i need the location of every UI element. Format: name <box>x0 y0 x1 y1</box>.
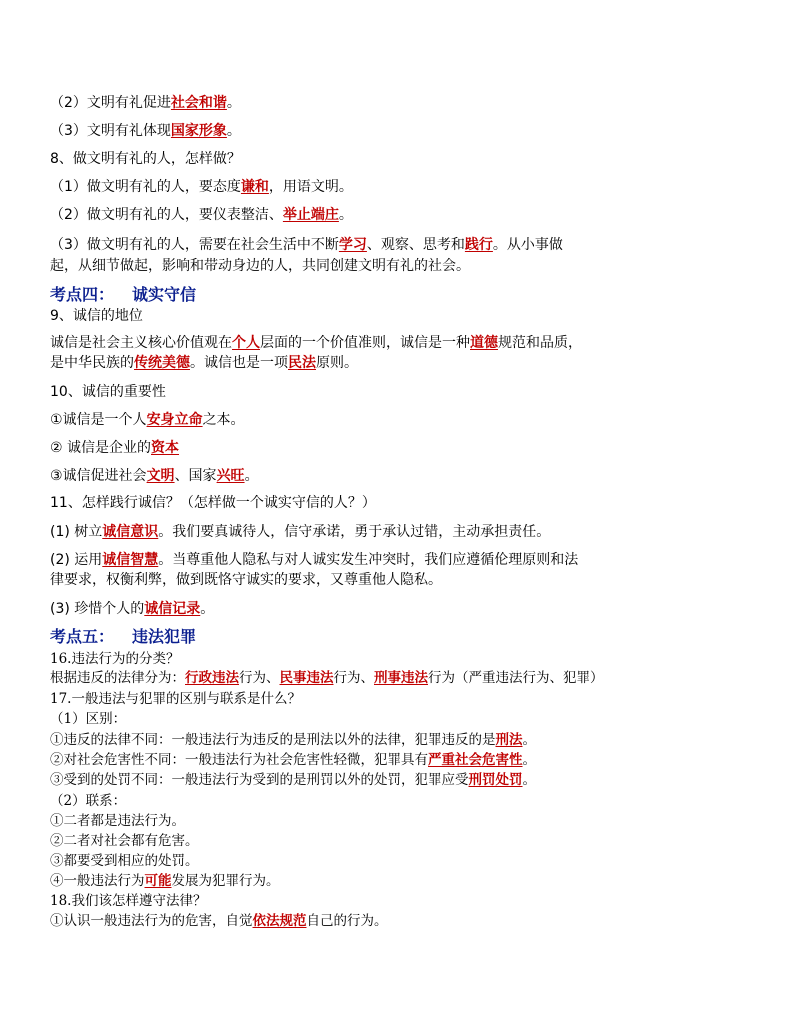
subheading-difference: （1）区别： <box>50 711 127 727</box>
question-9: 9、诚信的地位 <box>50 308 143 324</box>
text-line-wisdom: (2) 运用诚信智慧。当尊重他人隐私与对人诚实发生冲突时，我们应遵循伦理原则和法 <box>50 552 579 568</box>
question-8: 8、做文明有礼的人，怎样做？ <box>50 151 241 167</box>
text-line-awareness: (1) 树立诚信意识。我们要真诚待人，信守承诺，勇于承认过错，主动承担责任。 <box>50 524 551 540</box>
text-line-harm-diff: ②对社会危害性不同：一般违法行为社会危害性轻微，犯罪具有严重社会危害性。 <box>50 752 536 768</box>
keyword: 安身立命 <box>146 412 203 428</box>
keyword: 民事违法 <box>279 670 334 686</box>
list-item: ②二者对社会都有危害。 <box>50 833 199 849</box>
keyword: 刑事违法 <box>374 670 428 686</box>
keyword: 国家形象 <box>170 123 227 139</box>
section-heading-4: 考点四： 诚实守信 <box>50 285 197 304</box>
keyword: 学习 <box>338 237 367 253</box>
text-line-attitude: （1）做文明有礼的人，要态度谦和，用语文明。 <box>50 179 353 195</box>
text-line-prosperity: ③诚信促进社会文明、国家兴旺。 <box>50 468 259 484</box>
keyword: 行政违法 <box>185 670 239 686</box>
text-line-national-image: （3）文明有礼体现国家形象。 <box>50 123 241 139</box>
keyword: 个人 <box>232 335 260 351</box>
section-heading-5: 考点五： 违法犯罪 <box>50 627 197 646</box>
text-line-civility-harmony: （2）文明有礼促进社会和谐。 <box>50 95 241 111</box>
text-line-appearance: （2）做文明有礼的人，要仪表整洁、举止端庄。 <box>50 207 353 223</box>
keyword: 社会和谐 <box>170 95 227 111</box>
keyword: 诚信智慧 <box>102 552 159 568</box>
subheading-connection: （2）联系： <box>50 793 127 809</box>
keyword: 依法规范 <box>252 913 307 929</box>
keyword: 践行 <box>464 237 493 253</box>
text-line-integrity-status-cont: 是中华民族的传统美德。诚信也是一项民法原则。 <box>50 355 358 371</box>
keyword: 民法 <box>288 355 316 371</box>
keyword: 谦和 <box>240 179 269 195</box>
keyword: 刑罚处罚 <box>468 772 523 788</box>
question-18: 18.我们该怎样遵守法律？ <box>50 893 207 909</box>
keyword: 诚信意识 <box>102 524 159 540</box>
keyword: 传统美德 <box>134 355 190 371</box>
question-17: 17.一般违法与犯罪的区别与联系是什么？ <box>50 691 301 707</box>
keyword: 诚信记录 <box>144 601 201 617</box>
text-line-categories: 根据违反的法律分为：行政违法行为、民事违法行为、刑事违法行为（严重违法行为、犯罪） <box>50 670 604 686</box>
question-11: 11、怎样践行诚信？（怎样做一个诚实守信的人？） <box>50 495 376 511</box>
keyword: 兴旺 <box>216 468 245 484</box>
text-line-integrity-status: 诚信是社会主义核心价值观在个人层面的一个价值准则，诚信是一种道德规范和品质， <box>50 335 582 351</box>
text-line-wisdom-cont: 律要求，权衡利弊，做到既恪守诚实的要求，又尊重他人隐私。 <box>50 572 442 588</box>
keyword: 可能 <box>144 873 172 889</box>
text-line-practice: （3）做文明有礼的人，需要在社会生活中不断学习、观察、思考和践行。从小事做 <box>50 237 563 253</box>
keyword: 道德 <box>470 335 498 351</box>
keyword: 严重社会危害性 <box>428 752 523 768</box>
keyword: 资本 <box>151 440 180 456</box>
list-item: ①二者都是违法行为。 <box>50 813 185 829</box>
list-item: ③都要受到相应的处罚。 <box>50 853 199 869</box>
text-line-practice-cont: 起，从细节做起，影响和带动身边的人，共同创建文明有礼的社会。 <box>50 258 470 274</box>
text-line-regulate: ①认识一般违法行为的危害，自觉依法规范自己的行为。 <box>50 913 388 929</box>
keyword: 举止端庄 <box>282 207 339 223</box>
text-line-capital: ② 诚信是企业的资本 <box>50 440 180 456</box>
text-line-foundation: ①诚信是一个人安身立命之本。 <box>50 412 245 428</box>
text-line-penalty-diff: ③受到的处罚不同：一般违法行为受到的是刑罚以外的处罚，犯罪应受刑罚处罚。 <box>50 772 536 788</box>
text-line-law-diff: ①违反的法律不同：一般违法行为违反的是刑法以外的法律，犯罪违反的是刑法。 <box>50 732 536 748</box>
question-10: 10、诚信的重要性 <box>50 384 166 400</box>
question-16: 16.违法行为的分类？ <box>50 651 180 667</box>
list-item: ④一般违法行为可能发展为犯罪行为。 <box>50 873 280 889</box>
text-line-record: (3) 珍惜个人的诚信记录。 <box>50 601 215 617</box>
keyword: 文明 <box>146 468 175 484</box>
keyword: 刑法 <box>495 732 523 748</box>
